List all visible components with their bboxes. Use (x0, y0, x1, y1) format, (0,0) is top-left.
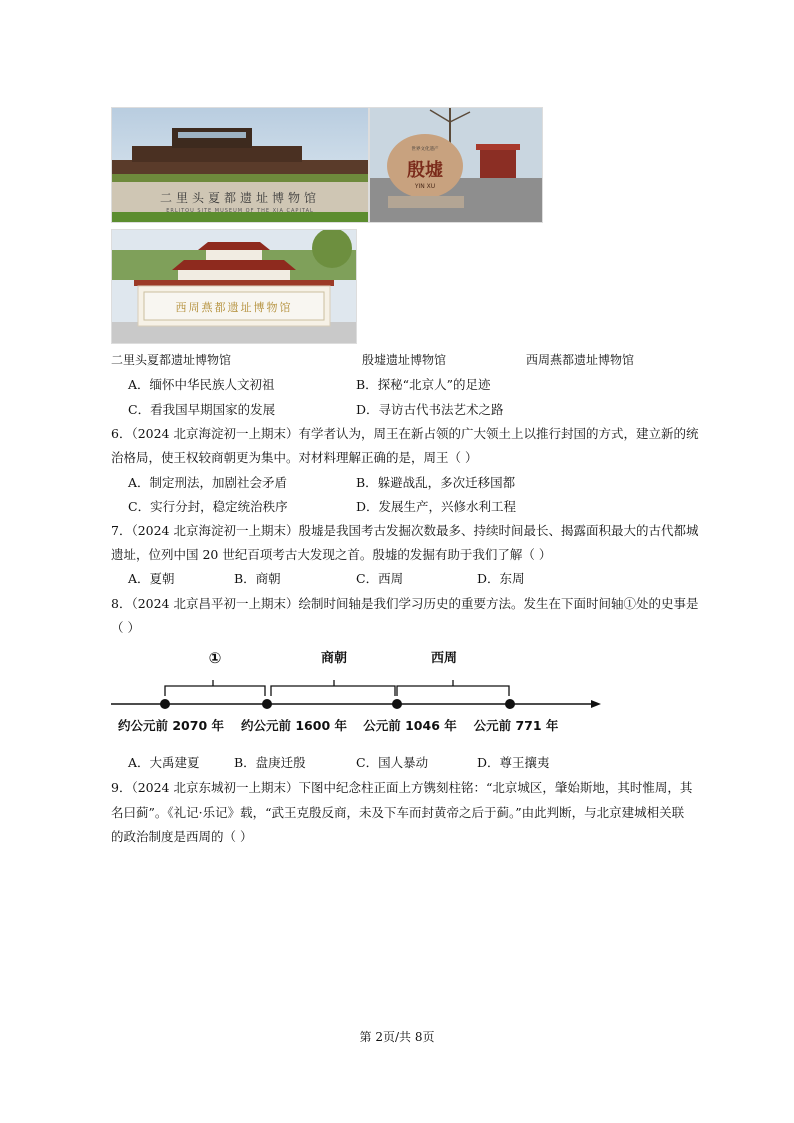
brace-label-xizhou: 西周 (430, 651, 458, 666)
q6-option-c[interactable]: C．实行分封，稳定统治秩序 (128, 499, 288, 514)
q8-option-c[interactable]: C．国人暴动 (356, 755, 429, 770)
q7-stem-line2: 遗址，位列中国 20 世纪百项考古大发现之首。殷墟的发掘有助于我们了解（ ） (111, 547, 552, 562)
erlitou-museum-photo (111, 107, 369, 223)
q8-option-b[interactable]: B．盘庚迁殷 (234, 755, 306, 770)
yinxu-stone-pinyin: YIN XU (414, 183, 436, 190)
yinxu-stone-top: 世界文化遗产 (411, 147, 439, 152)
brace-label-1: ① (208, 649, 222, 667)
xizhou-museum-illustration (112, 230, 356, 343)
timeline-point-1600 (262, 699, 272, 709)
timeline-point-771 (505, 699, 515, 709)
caption-erlitou: 二里头夏都遗址博物馆 (111, 353, 232, 367)
erlitou-sign-en: ERLITOU SITE MUSEUM OF THE XIA CAPITAL (166, 208, 314, 214)
tick-label-1046: 公元前 1046 年 (363, 718, 457, 733)
q9-stem-line2: 名曰蓟”。《礼记·乐记》载，“武王克殷反商，未及下车而封黄帝之后于蓟。”由此判断，与北京建城相关联 (111, 805, 685, 820)
q6-stem-line1: 6．（2024 北京海淀初一上期末）有学者认为，周王在新占领的广大领土上以推行封国的方式，建立新的统 (111, 426, 699, 441)
timeline-diagram (105, 640, 605, 740)
q8-stem-line1: 8．（2024 北京昌平初一上期末）绘制时间轴是我们学习历史的重要方法。发生在下面时间轴①处的史事是 (111, 596, 699, 611)
q7-option-b[interactable]: B．商朝 (234, 571, 281, 586)
brace-shang (271, 680, 395, 696)
q5-option-c[interactable]: C．看我国早期国家的发展 (128, 402, 276, 417)
caption-xizhou: 西周燕都遗址博物馆 (526, 353, 635, 367)
q5-option-a[interactable]: A．缅怀中华民族人文初祖 (128, 377, 275, 392)
erlitou-museum-illustration (112, 108, 368, 222)
timeline-arrow (591, 700, 601, 708)
xizhou-sign: 西周燕都遗址博物馆 (175, 301, 293, 314)
q7-option-d[interactable]: D．东周 (477, 571, 525, 586)
page-footer: 第 2页/共 8页 (359, 1030, 435, 1044)
erlitou-sign: 二里头夏都遗址博物馆 (159, 191, 321, 205)
q8-stem-line2: （ ） (111, 620, 140, 635)
tick-label-2070: 约公元前 2070 年 (118, 718, 224, 733)
q7-option-a[interactable]: A．夏朝 (128, 571, 175, 586)
q6-option-b[interactable]: B．躲避战乱，多次迁移国都 (356, 475, 516, 490)
timeline-point-2070 (160, 699, 170, 709)
yinxu-photo (369, 107, 543, 223)
q9-stem-line1: 9．（2024 北京东城初一上期末）下图中纪念柱正面上方镌刻柱铭：“北京城区，肇始斯地，其时惟周，其 (111, 780, 693, 795)
q9-stem-line3: 的政治制度是西周的（ ） (111, 829, 253, 844)
q7-option-c[interactable]: C．西周 (356, 571, 404, 586)
q6-option-d[interactable]: D．发展生产，兴修水利工程 (356, 499, 517, 514)
q5-option-b[interactable]: B．探秘“北京人”的足迹 (356, 377, 491, 392)
xizhou-museum-photo (111, 229, 357, 344)
tick-label-1600: 约公元前 1600 年 (241, 718, 347, 733)
brace-label-shang: 商朝 (320, 651, 348, 666)
q6-stem-line2: 治格局，使王权较商朝更为集中。对材料理解正确的是，周王（ ） (111, 450, 478, 465)
yinxu-stone-title: 殷墟 (407, 160, 443, 181)
yinxu-illustration (370, 108, 542, 222)
brace-xizhou (397, 680, 509, 696)
q5-option-d[interactable]: D．寻访古代书法艺术之路 (356, 402, 504, 417)
tick-label-771: 公元前 771 年 (473, 718, 559, 733)
q8-option-d[interactable]: D．尊王攘夷 (477, 755, 550, 770)
q7-stem-line1: 7．（2024 北京海淀初一上期末）殷墟是我国考古发掘次数最多、持续时间最长、揭露面积最大的古代都城 (111, 523, 699, 538)
caption-yinxu: 殷墟遗址博物馆 (362, 353, 447, 367)
brace-1 (165, 680, 265, 696)
q6-option-a[interactable]: A．制定刑法，加剧社会矛盾 (128, 475, 288, 490)
q8-option-a[interactable]: A．大禹建夏 (128, 755, 200, 770)
timeline-point-1046 (392, 699, 402, 709)
